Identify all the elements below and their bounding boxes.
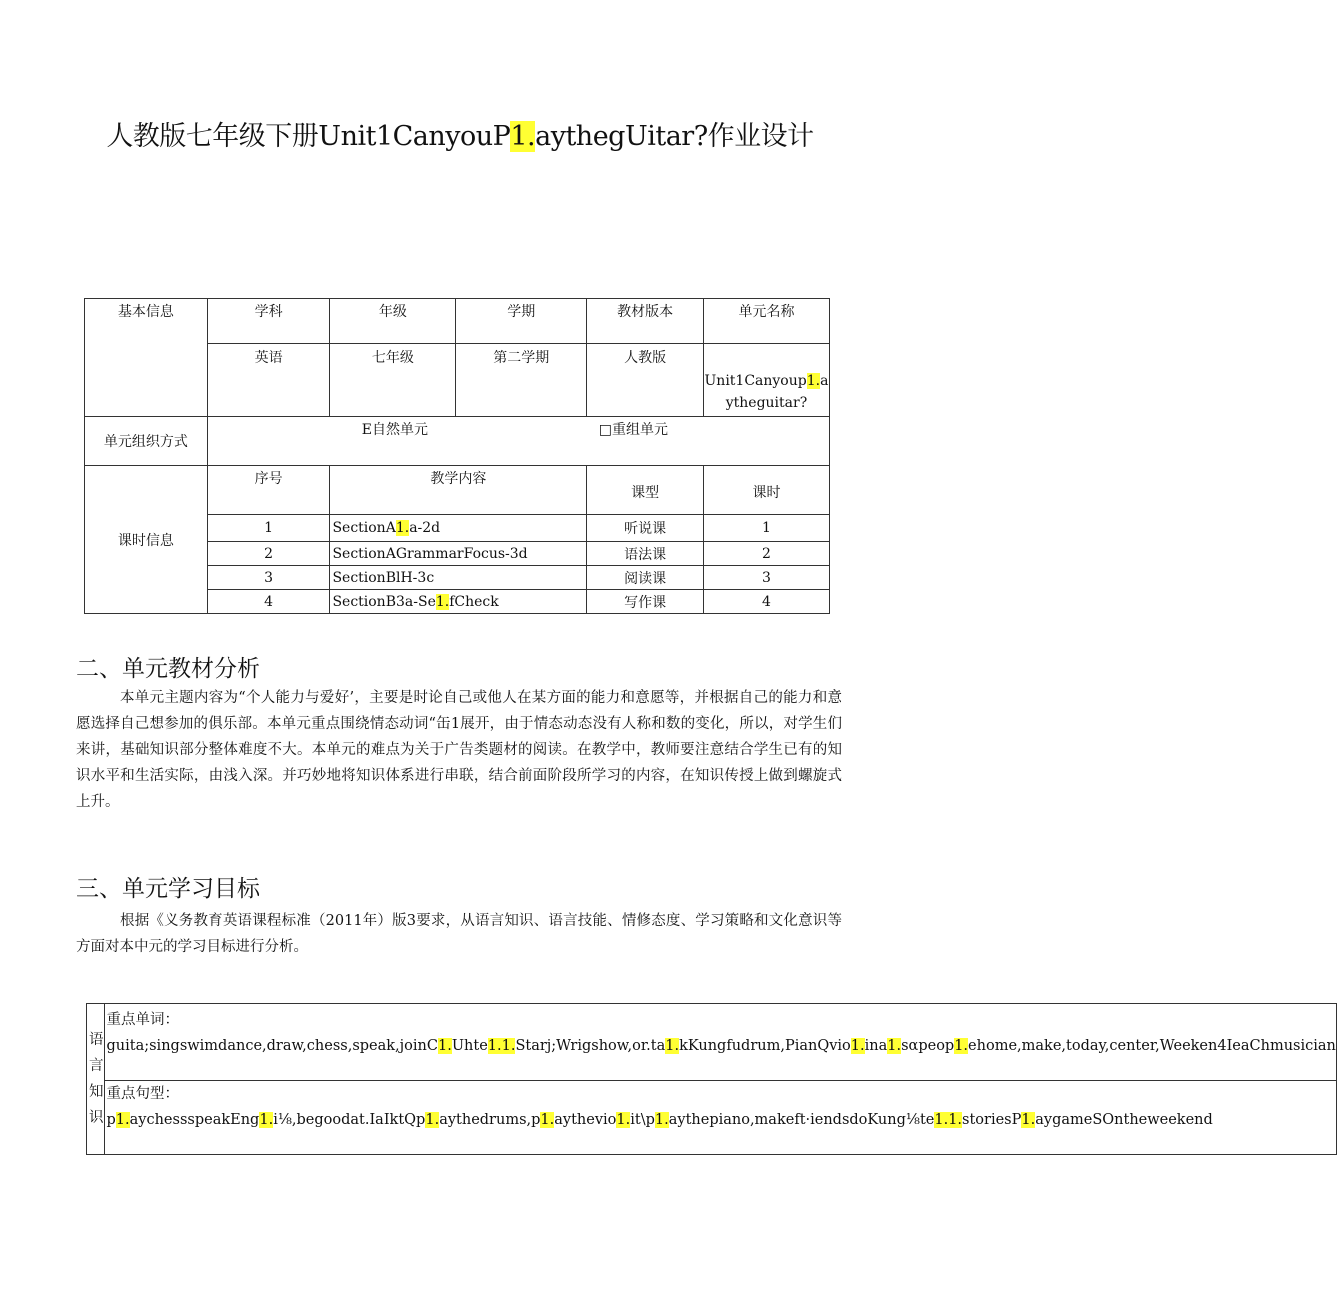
text-run: aygameSOntheweekend [1035, 1112, 1213, 1128]
highlight-run: 1. [654, 1112, 669, 1128]
header-grade: 年级 [330, 299, 456, 344]
highlight-run: 1. [616, 1112, 631, 1128]
value-subject: 英语 [207, 344, 330, 417]
lesson-header-no: 序号 [207, 466, 330, 515]
highlight-run: 1.1. [487, 1038, 516, 1054]
org-mode-label: 单元组织方式 [85, 417, 208, 466]
highlight-run: 1. [954, 1038, 969, 1054]
lesson-header-content: 教学内容 [330, 466, 587, 515]
org-natural-unit: E自然单元 [361, 422, 428, 438]
header-edition: 教材版本 [587, 299, 704, 344]
highlight-run: 1. [850, 1038, 865, 1054]
highlight-run: 1. [437, 1038, 452, 1054]
key-sentences-list [107, 1107, 1336, 1133]
language-knowledge-label: 语言知识 [87, 1004, 105, 1155]
org-mode-options [207, 417, 829, 466]
lesson-row: 3 SectionBlH-3c 阅读课 3 [85, 566, 830, 590]
text-run: i⅛,begoodat.IaIktQp [273, 1112, 426, 1128]
material-analysis-paragraph: 本单元主题内容为“个人能力与爱好’，主要是时论自己或他人在某方面的能力和意愿等，并根据自己的能力和意愿选择自己想参加的俱乐部。本单元重点围绕情态动词“缶1展开，由于情态动态没有人称和数的变化，所以，对学生们来讲，基础知识部分整体难度不大。本单元的难点为关于广告类题材的阅读。在教学中，教师要注意结合学生已有的知识水平和生活实际，由浅入深。并巧妙地将知识体系进行串联，结合前面阶段所学习的内容，在知识传授上做到螺旋式上升。 [76, 690, 842, 810]
highlight-run: 1. [1021, 1112, 1036, 1128]
section-heading-material-analysis: 二、单元教材分析 [76, 656, 260, 682]
value-unit-name: Unit1Canyoup1.a ytheguitar? [703, 344, 829, 417]
highlight-run: 1. [540, 1112, 555, 1128]
highlight-run: 1. [665, 1038, 680, 1054]
text-run: aychessspeakEng [129, 1112, 260, 1128]
header-term: 学期 [456, 299, 587, 344]
key-vocabulary-label: 重点单词： [106, 1012, 179, 1028]
learning-goals-table [86, 1003, 1337, 1155]
value-grade: 七年级 [330, 344, 456, 417]
text-run: it\p [630, 1112, 655, 1128]
lesson-row: 2 SectionAGrammarFocus-3d 语法课 2 [85, 542, 830, 566]
text-run: aythepiano,makeft·iendsdoKung⅛te [668, 1112, 935, 1128]
highlight-run: 1. [887, 1038, 902, 1054]
section-heading-learning-goals: 三、单元学习目标 [76, 876, 260, 902]
text-run: ina [864, 1038, 888, 1054]
lesson-header-type: 课型 [587, 466, 704, 515]
title-text-end: aythegUitar?作业设计 [535, 121, 814, 152]
header-unit-name: 单元名称 [703, 299, 829, 344]
title-text: 人教版七年级下册Unit1CanyouP [106, 121, 511, 152]
basic-info-table [84, 298, 830, 614]
key-sentences-cell [104, 1081, 1336, 1155]
lesson-header-hours: 课时 [703, 466, 829, 515]
title-highlight: 1. [510, 121, 536, 152]
key-vocabulary-cell [104, 1004, 1336, 1081]
text-run: guita;singswimdance,draw,chess,speak,joinC [106, 1038, 438, 1054]
header-subject: 学科 [207, 299, 330, 344]
text-run: sαpeop [901, 1038, 955, 1054]
text-run: aythedrums,p [439, 1112, 541, 1128]
text-run: kKungfudrum,PianQvio [679, 1038, 851, 1054]
text-run: Starj;Wrigshow,or.ta [515, 1038, 666, 1054]
org-regroup-unit: □重组单元 [598, 422, 668, 438]
document-title [0, 114, 920, 153]
learning-goals-paragraph: 根据《义务教育英语课程标准（2011年）版3要求，从语言知识、语言技能、情修态度、学习策略和文化意识等方面对本中元的学习目标进行分析。 [76, 913, 842, 955]
value-edition: 人教版 [587, 344, 704, 417]
lesson-info-label: 课时信息 [85, 466, 208, 614]
text-run: p [106, 1112, 116, 1128]
key-vocabulary-list [107, 1033, 1336, 1059]
highlight-run: 1. [425, 1112, 440, 1128]
highlight-run: 1. [259, 1112, 274, 1128]
text-run: aythevio [554, 1112, 617, 1128]
text-run: storiesP [962, 1112, 1022, 1128]
highlight-run: 1. [115, 1112, 130, 1128]
highlight-run: 1.1. [934, 1112, 963, 1128]
lesson-row: 4 SectionB3a-Se1.fCheck 写作课 4 [85, 590, 830, 614]
lesson-row: 1 SectionA1.a-2d 听说课 1 [85, 515, 830, 542]
text-run: Uhte [451, 1038, 488, 1054]
basic-info-label: 基本信息 [85, 299, 208, 417]
key-sentences-label: 重点句型： [106, 1086, 179, 1102]
value-term: 第二学期 [456, 344, 587, 417]
text-run: ehome,make,today,center,Weeken4IeaChmusician [968, 1038, 1336, 1054]
